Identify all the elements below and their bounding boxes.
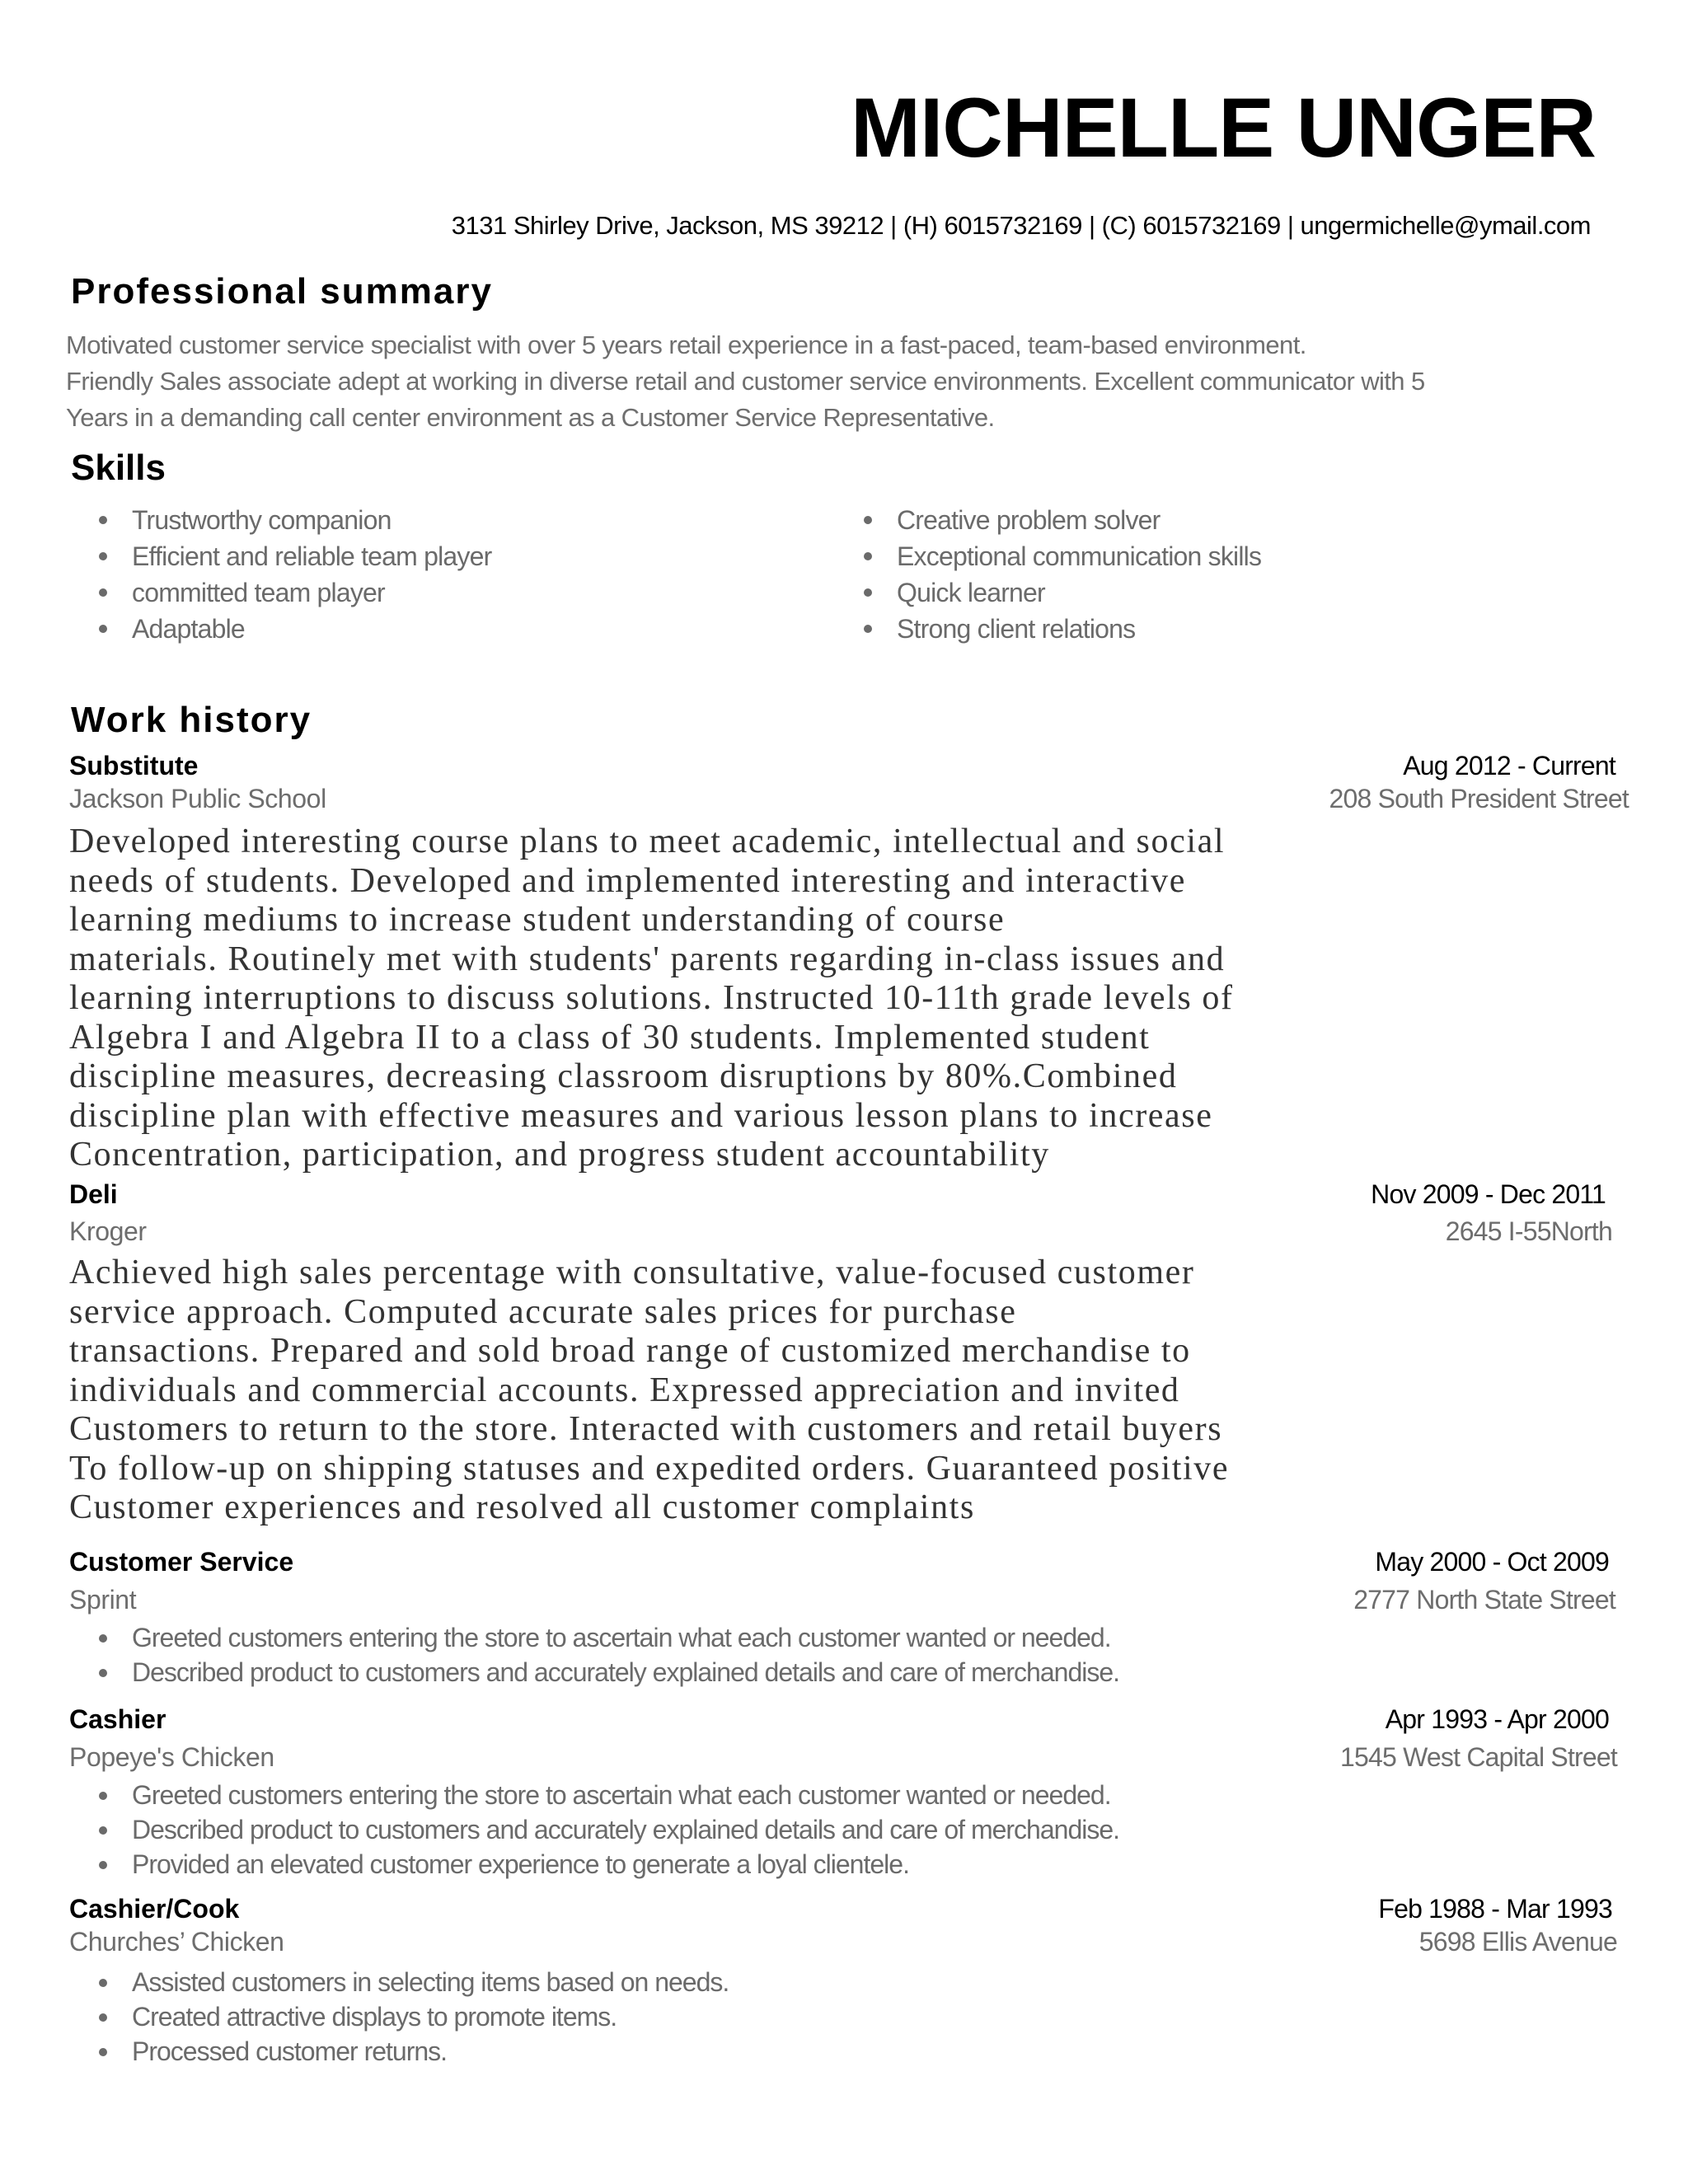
bullet-icon: [99, 1979, 107, 1987]
summary-heading: Professional summary: [71, 271, 493, 312]
description-line: individuals and commercial accounts. Expressed appreciation and invited: [69, 1371, 1180, 1409]
description-line: transactions. Prepared and sold broad range of customized merchandise to: [69, 1332, 1191, 1370]
description-line: Customer experiences and resolved all customer complaints: [69, 1488, 975, 1526]
job-description: [69, 1254, 1404, 1528]
skill-item: [99, 574, 491, 611]
job-dates: Nov 2009 - Dec 2011: [1371, 1179, 1606, 1209]
summary-text: [66, 327, 1599, 436]
skill-label: Efficient and reliable team player: [132, 541, 492, 571]
skill-label: Exceptional communication skills: [897, 541, 1262, 571]
skills-list-right: [864, 502, 1261, 647]
job-address: 1545 West Capital Street: [1340, 1742, 1617, 1772]
job-dates: May 2000 - Oct 2009: [1375, 1547, 1609, 1577]
job-bullet-text: Processed customer returns.: [132, 2036, 448, 2066]
job-bullet-text: Greeted customers entering the store to ascertain what each customer wanted or needed.: [132, 1623, 1111, 1652]
skill-label: Quick learner: [897, 578, 1045, 607]
job-dates: Aug 2012 - Current: [1403, 751, 1615, 780]
summary-line: Years in a demanding call center environment as a Customer Service Representative.: [66, 403, 995, 432]
job-company: Popeye's Chicken: [69, 1742, 274, 1772]
bullet-icon: [864, 625, 872, 633]
job-bullet-list: [99, 1620, 1119, 1690]
skill-item: [864, 611, 1261, 647]
description-line: learning mediums to increase student understanding of course: [69, 901, 1006, 939]
skill-label: Trustworthy companion: [132, 505, 392, 535]
job-company: Jackson Public School: [69, 784, 326, 813]
job-bullet-item: [99, 2034, 729, 2069]
job-address: 5698 Ellis Avenue: [1418, 1927, 1617, 1957]
bullet-icon: [99, 625, 107, 633]
description-line: To follow-up on shipping statuses and expedited orders. Guaranteed positive: [69, 1449, 1230, 1488]
description-line: Concentration, participation, and progress student accountability: [69, 1136, 1050, 1174]
summary-line: Friendly Sales associate adept at working in diverse retail and customer service environments. Excellent communicator with 5: [66, 367, 1425, 396]
job-company: Kroger: [69, 1216, 147, 1246]
skill-item: [99, 538, 491, 574]
bullet-icon: [99, 1669, 107, 1677]
skill-item: [99, 502, 491, 538]
description-line: Customers to return to the store. Interacted with customers and retail buyers: [69, 1410, 1223, 1448]
job-bullet-item: [99, 1620, 1119, 1655]
bullet-icon: [99, 1826, 107, 1835]
skill-item: [99, 611, 491, 647]
job-title: Substitute: [69, 751, 199, 780]
skill-item: [864, 538, 1261, 574]
job-bullet-text: Described product to customers and accurately explained details and care of merchandise.: [132, 1815, 1120, 1844]
job-bullet-item: [99, 1965, 729, 1999]
job-bullet-text: Provided an elevated customer experience to generate a loyal clientele.: [132, 1849, 909, 1879]
job-bullet-text: Assisted customers in selecting items based on needs.: [132, 1967, 729, 1997]
skill-label: Strong client relations: [897, 614, 1136, 644]
job-title: Customer Service: [69, 1547, 294, 1577]
job-bullet-list: [99, 1778, 1119, 1882]
job-bullet-text: Created attractive displays to promote items.: [132, 2002, 617, 2032]
job-bullet-text: Described product to customers and accurately explained details and care of merchandise.: [132, 1657, 1120, 1687]
skill-item: [864, 502, 1261, 538]
job-dates: Apr 1993 - Apr 2000: [1385, 1704, 1609, 1734]
job-company: Churches’ Chicken: [69, 1927, 284, 1957]
job-title: Deli: [69, 1179, 118, 1209]
bullet-icon: [99, 2013, 107, 2022]
job-title: Cashier: [69, 1704, 166, 1734]
bullet-icon: [99, 588, 107, 597]
description-line: learning interruptions to discuss solutions. Instructed 10-11th grade levels of: [69, 979, 1234, 1017]
job-dates: Feb 1988 - Mar 1993: [1378, 1894, 1612, 1924]
bullet-icon: [99, 1861, 107, 1869]
description-line: materials. Routinely met with students' parents regarding in-class issues and: [69, 940, 1226, 978]
skills-heading: Skills: [71, 448, 166, 488]
job-company: Sprint: [69, 1585, 137, 1615]
description-line: needs of students. Developed and implemented interesting and interactive: [69, 861, 1186, 900]
bullet-icon: [99, 1634, 107, 1643]
job-bullet-item: [99, 1778, 1119, 1812]
job-address: 2645 I-55North: [1445, 1216, 1612, 1246]
job-bullet-item: [99, 1812, 1119, 1847]
skills-list-left: [99, 502, 491, 647]
description-line: Developed interesting course plans to meet academic, intellectual and social: [69, 823, 1226, 860]
description-line: discipline plan with effective measures and various lesson plans to increase: [69, 1096, 1213, 1135]
job-description: [69, 823, 1404, 1175]
work-history-heading: Work history: [71, 700, 312, 740]
description-line: service approach. Computed accurate sales prices for purchase: [69, 1292, 1017, 1331]
bullet-icon: [864, 516, 872, 524]
job-bullet-item: [99, 1999, 729, 2034]
skill-label: Adaptable: [132, 614, 245, 644]
description-line: Algebra I and Algebra II to a class of 30 students. Implemented student: [69, 1018, 1151, 1057]
job-address: 208 South President Street: [1329, 784, 1629, 813]
skill-item: [864, 574, 1261, 611]
candidate-name: MICHELLE UNGER: [851, 81, 1596, 175]
job-bullet-item: [99, 1847, 1119, 1882]
bullet-icon: [99, 516, 107, 524]
job-bullet-list: [99, 1965, 729, 2069]
job-bullet-text: Greeted customers entering the store to ascertain what each customer wanted or needed.: [132, 1780, 1111, 1810]
bullet-icon: [99, 1792, 107, 1800]
summary-line: Motivated customer service specialist with over 5 years retail experience in a fast-paced, team-based environment.: [66, 330, 1306, 359]
bullet-icon: [99, 552, 107, 560]
job-title: Cashier/Cook: [69, 1894, 240, 1924]
skill-label: committed team player: [132, 578, 385, 607]
job-bullet-item: [99, 1655, 1119, 1690]
description-line: discipline measures, decreasing classroom disruptions by 80%.Combined: [69, 1057, 1178, 1095]
skill-label: Creative problem solver: [897, 505, 1160, 535]
contact-line: 3131 Shirley Drive, Jackson, MS 39212 | (H) 6015732169 | (C) 6015732169 | ungermichelle@ymail.com: [451, 211, 1591, 240]
description-line: Achieved high sales percentage with consultative, value-focused customer: [69, 1254, 1195, 1291]
job-address: 2777 North State Street: [1353, 1585, 1615, 1615]
bullet-icon: [864, 552, 872, 560]
bullet-icon: [864, 588, 872, 597]
bullet-icon: [99, 2048, 107, 2056]
